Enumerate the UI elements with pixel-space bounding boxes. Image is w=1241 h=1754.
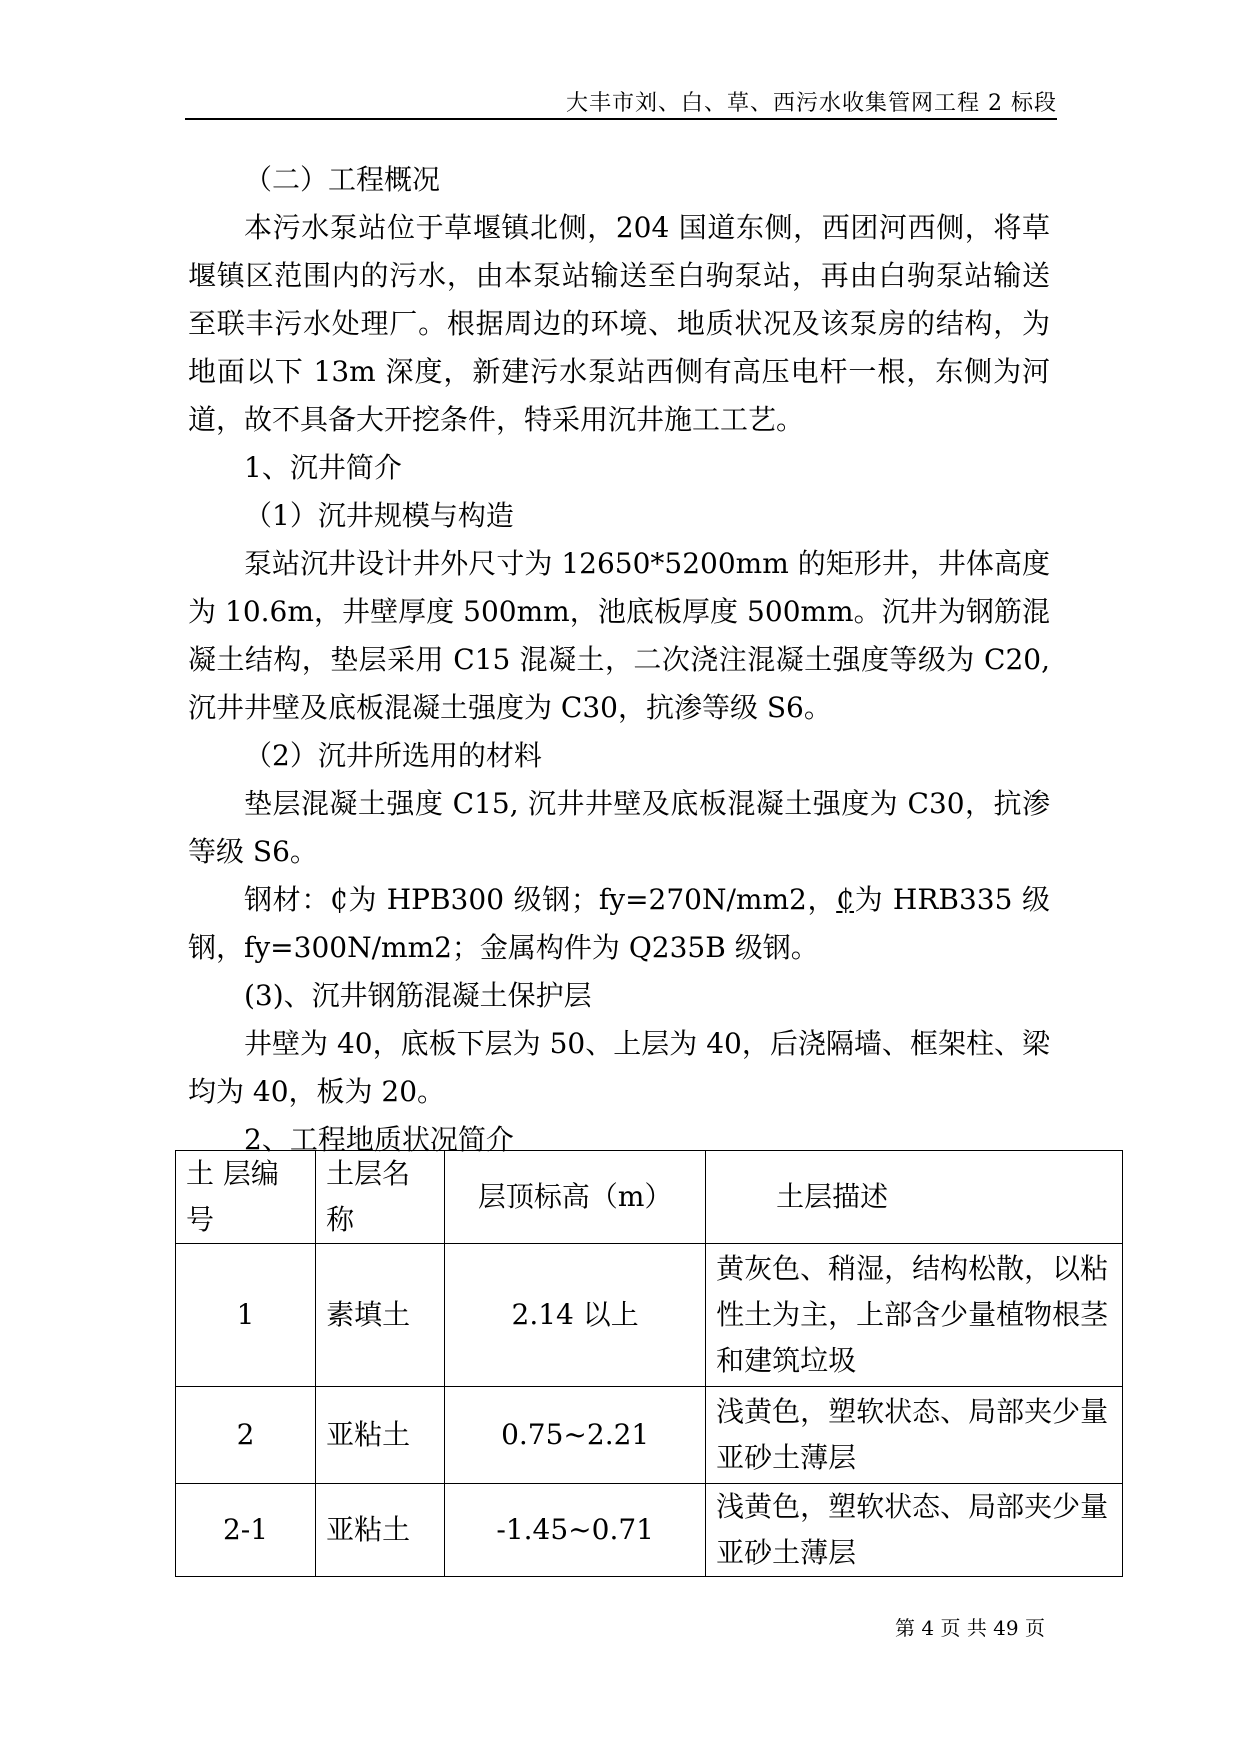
geology-table-wrap — [175, 1150, 1123, 1577]
header-cell: 土层名称 — [316, 1151, 445, 1244]
geology-table — [175, 1150, 1123, 1577]
steel-text-c: 为 HRB335 级钢，fy=300N/mm2；金属构件为 Q235B 级钢。 — [188, 883, 1050, 964]
cell-elevation: -1.45~0.71 — [445, 1484, 706, 1577]
cell-id: 2-1 — [176, 1484, 316, 1577]
cell-elevation: 0.75~2.21 — [445, 1387, 706, 1484]
materials-paragraph: 垫层混凝土强度 C15, 沉井井壁及底板混凝土强度为 C30，抗渗等级 S6。 — [188, 787, 1050, 868]
document-body — [188, 156, 1050, 1164]
cell-name: 亚粘土 — [316, 1484, 445, 1577]
cell-name: 素填土 — [316, 1244, 445, 1387]
structure-paragraph: 泵站沉井设计井外尺寸为 12650*5200mm 的矩形井，井体高度为 10.6m，井壁厚度 500mm，池底板厚度 500mm。沉井为钢筋混凝土结构，垫层采用 C15 混凝土，二次浇注混凝土强度等级为 C20,沉井井壁及底板混凝土强度为 C30，抗渗等级 S6。 — [188, 547, 1050, 724]
subsection-heading: （2）沉井所选用的材料 — [244, 739, 542, 772]
page-number: 第 4 页 共 49 页 — [895, 1616, 1045, 1640]
cell-desc: 黄灰色、稍湿，结构松散，以粘性土为主，上部含少量植物根茎和建筑垃圾 — [706, 1244, 1123, 1387]
steel-paragraph — [188, 876, 1050, 972]
header-cell: 土层描述 — [706, 1151, 1123, 1244]
header-cell: 层顶标高（m） — [445, 1151, 706, 1244]
cell-id: 1 — [176, 1244, 316, 1387]
subsection-heading: 1、沉井简介 — [244, 451, 402, 484]
cell-elevation: 2.14 以上 — [445, 1244, 706, 1387]
table-row — [176, 1387, 1123, 1484]
page-header: 大丰市刘、白、草、西污水收集管网工程 2 标段 — [566, 91, 1057, 116]
cell-desc: 浅黄色，塑软状态、局部夹少量亚砂土薄层 — [706, 1387, 1123, 1484]
cell-desc: 浅黄色，塑软状态、局部夹少量亚砂土薄层 — [706, 1484, 1123, 1577]
header-rule — [185, 118, 1057, 120]
subsection-heading: (3)、沉井钢筋混凝土保护层 — [244, 979, 592, 1012]
overview-paragraph: 本污水泵站位于草堰镇北侧，204 国道东侧，西团河西侧，将草堰镇区范围内的污水，由本泵站输送至白驹泵站，再由白驹泵站输送至联丰污水处理厂。根据周边的环境、地质状况及该泵房的结构，为地面以下 13m 深度，新建污水泵站西侧有高压电杆一根，东侧为河道，故不具备大开挖条件，特采用沉井施工工艺。 — [188, 211, 1050, 436]
table-row — [176, 1484, 1123, 1577]
header-cell: 土 层编号 — [176, 1151, 316, 1244]
cell-name: 亚粘土 — [316, 1387, 445, 1484]
steel-text-b: 为 HPB300 级钢；fy=270N/mm2， — [347, 883, 837, 916]
rebar-symbol-underlined: ₵ — [836, 883, 854, 916]
subsection-heading: （1）沉井规模与构造 — [244, 499, 514, 532]
section-heading: （二）工程概况 — [244, 163, 441, 196]
rebar-symbol: ₵ — [330, 883, 348, 916]
table-row — [176, 1244, 1123, 1387]
subsection-heading: 2、工程地质状况简介 — [244, 1123, 514, 1156]
table-header-row — [176, 1151, 1123, 1244]
cover-paragraph: 井壁为 40，底板下层为 50、上层为 40，后浇隔墙、框架柱、梁均为 40，板为 20。 — [188, 1027, 1050, 1108]
steel-text-a: 钢材： — [244, 883, 330, 916]
cell-id: 2 — [176, 1387, 316, 1484]
